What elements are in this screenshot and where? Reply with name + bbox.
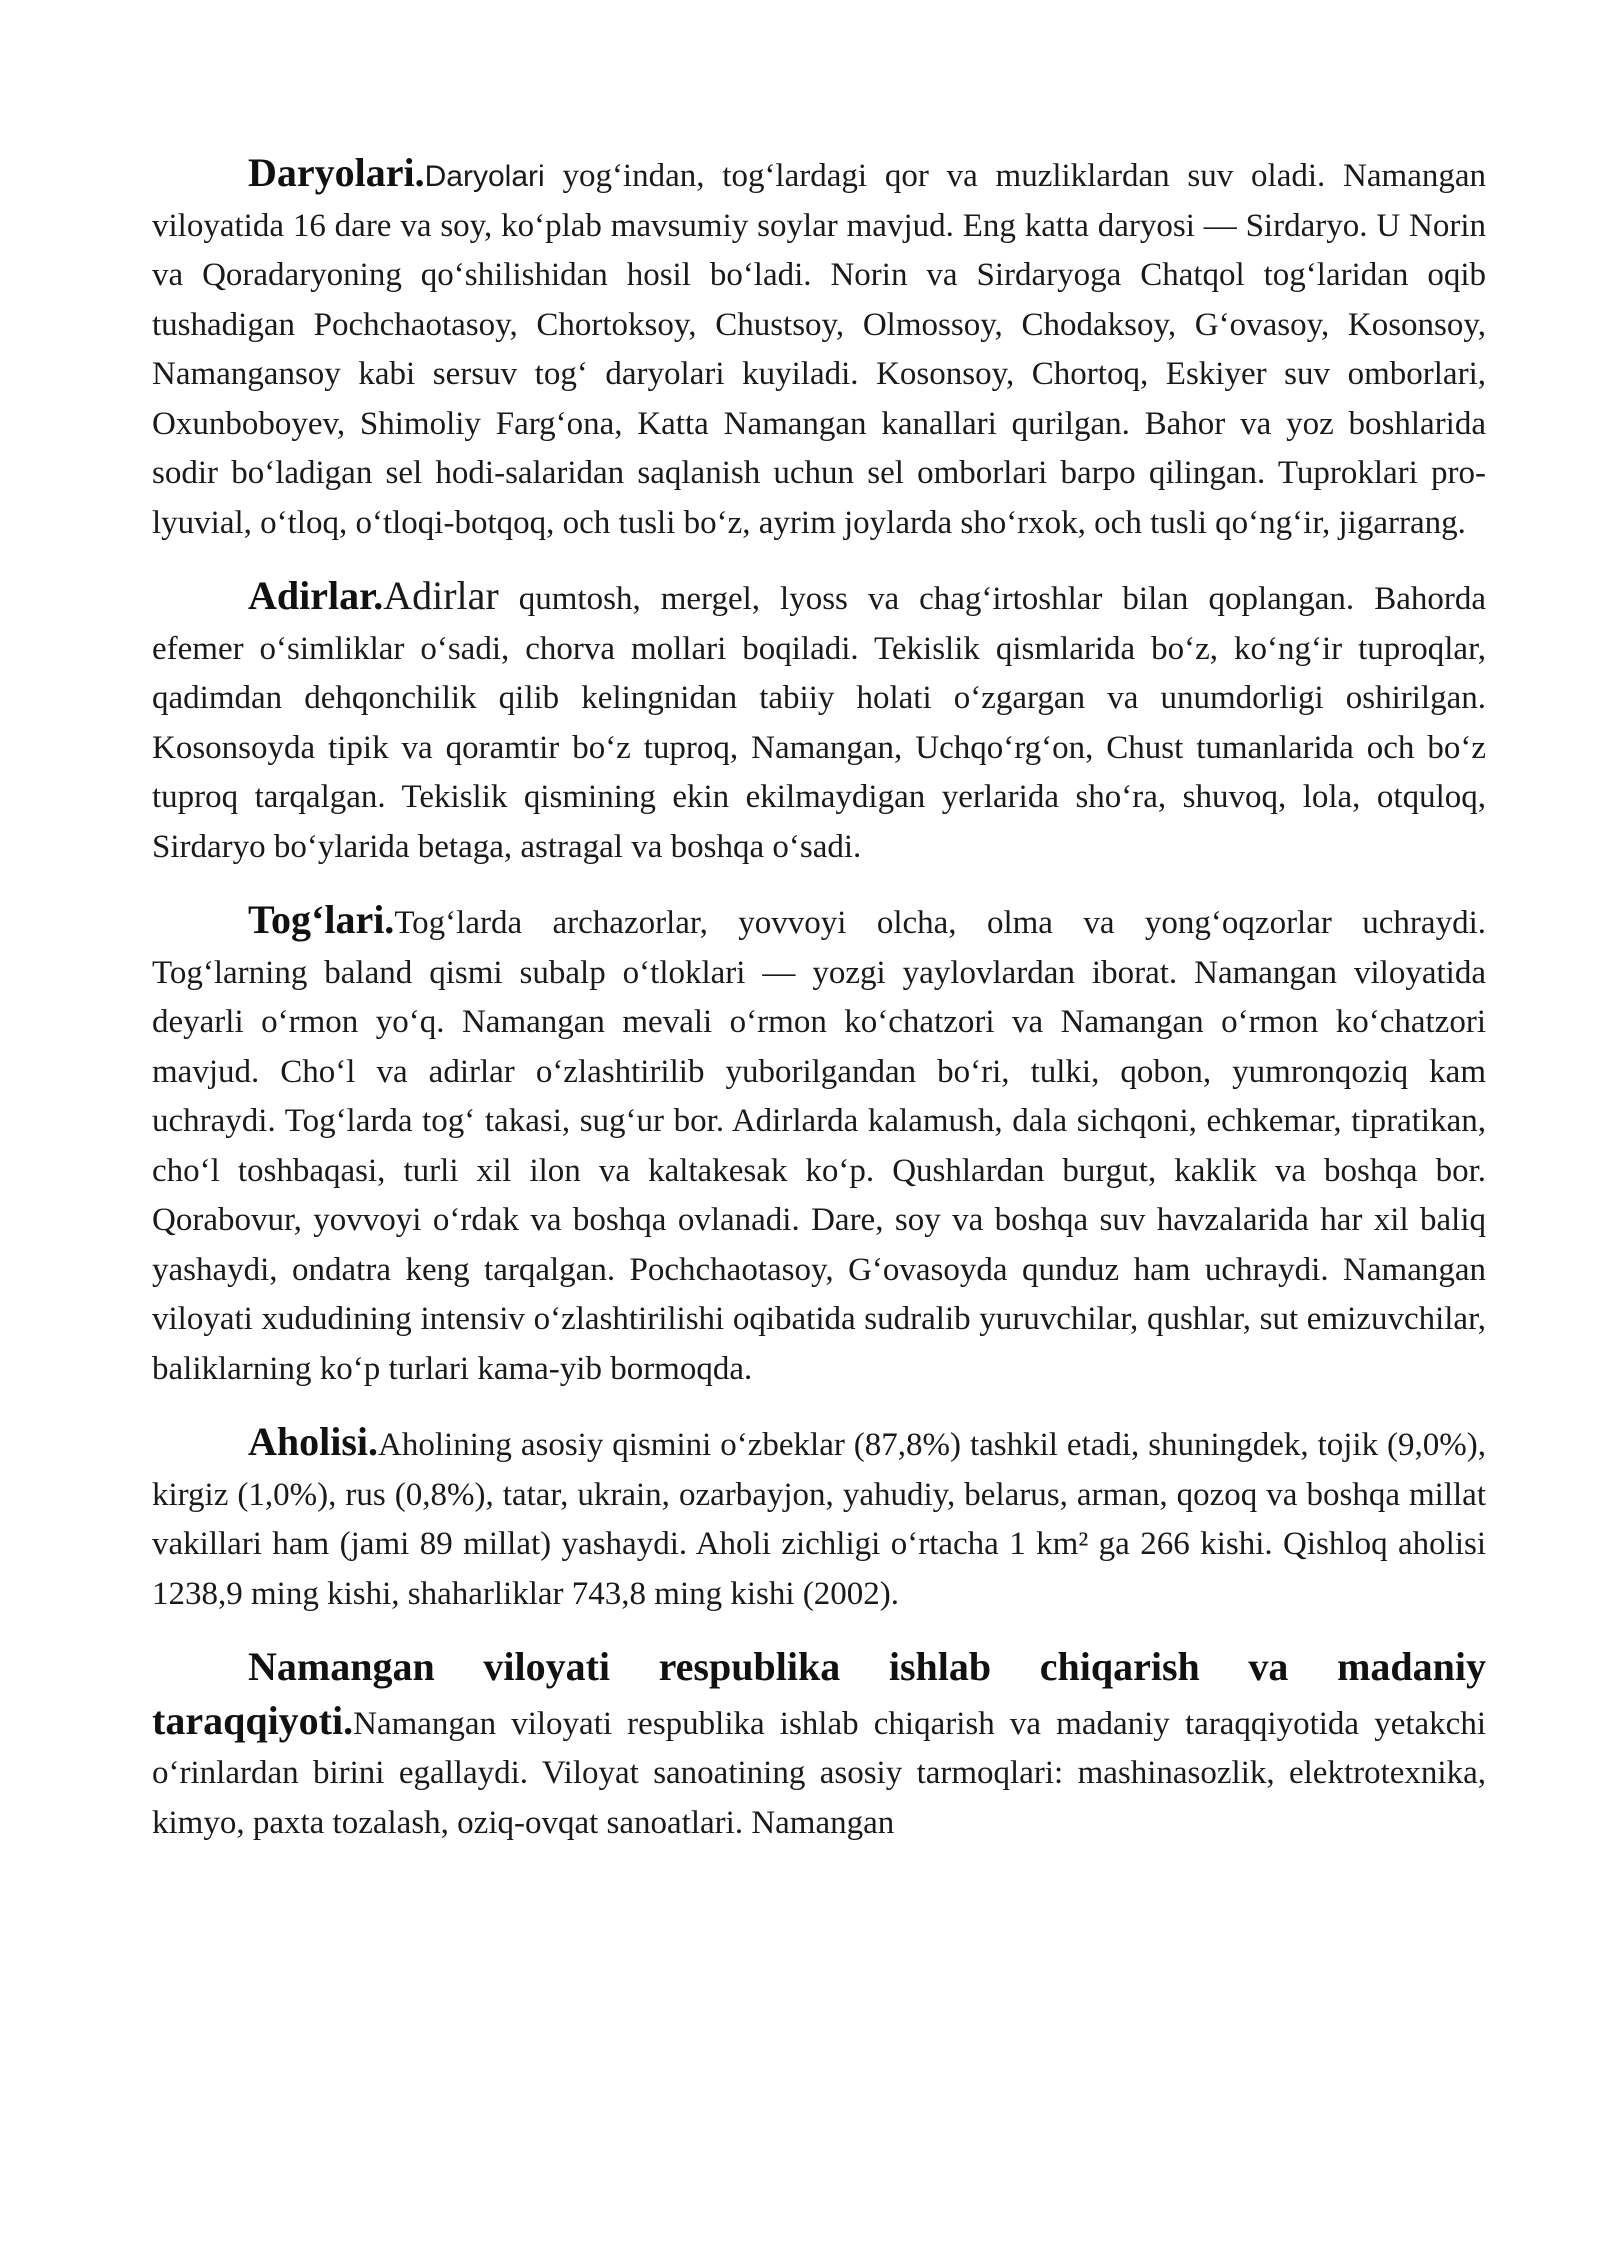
document-page xyxy=(152,148,1486,1871)
section-lead-word: Daryolari xyxy=(424,160,545,193)
section-body: yog‘indan, tog‘lardagi qor va muzliklardan suv oladi. Namangan viloyatida 16 dare va soy, ko‘plab mavsumiy soylar mavjud. Eng katta daryosi — Sirdaryo. U Norin va Qoradaryoning qo‘shilishidan hosil bo‘ladi. Norin va Sirdaryoga Chatqol tog‘laridan oqib tushadigan Pochchaotasoy, Chortoksoy, Chustsoy, Olmossoy, Chodaksoy, G‘ovasoy, Kosonsoy, Namangansoy kabi sersuv tog‘ daryolari kuyiladi. Kosonsoy, Chortoq, Eskiyer suv omborlari, Oxunboboyev, Shimoliy Farg‘ona, Katta Namangan kanallari qurilgan. Bahor va yoz boshlarida sodir bo‘ladigan sel hodi-salaridan saqlanish uchun sel omborlari barpo qilingan. Tuproklari pro-lyuvial, o‘tloq, o‘tloqi-botqoq, och tusli bo‘z, ayrim joylarda sho‘rxok, och tusli qo‘ng‘ir, jigarrang. xyxy=(152,158,1486,541)
section-body: Aholining asosiy qismini o‘zbeklar (87,8%) tashkil etadi, shuningdek, tojik (9,0%), kirgiz (1,0%), rus (0,8%), tatar, ukrain, ozarbayjon, yahudiy, belarus, arman, qozoq va boshqa millat vakillari ham (jami 89 millat) yashaydi. Aholi zichligi o‘rtacha 1 km² ga 266 kishi. Qishloq aholisi 1238,9 ming kishi, shaharliklar 743,8 ming kishi (2002). xyxy=(152,1427,1486,1612)
section-body: Tog‘larda archazorlar, yovvoyi olcha, olma va yong‘oqzorlar uchraydi. Tog‘larning baland qismi subalp o‘tloklari — yozgi yaylovlardan iborat. Namangan viloyatida deyarli o‘rmon yo‘q. Namangan mevali o‘rmon ko‘chatzori va Namangan o‘rmon ko‘chatzori mavjud. Cho‘l va adirlar o‘zlashtirilib yuborilgandan bo‘ri, tulki, qobon, yumronqoziq kam uchraydi. Tog‘larda tog‘ takasi, sug‘ur bor. Adirlarda kalamush, dala sichqoni, echkemar, tipratikan, cho‘l toshbaqasi, turli xil ilon va kaltakesak ko‘p. Qushlardan burgut, kaklik va boshqa bor. Qorabovur, yovvoyi o‘rdak va boshqa ovlanadi. Dare, soy va boshqa suv havzalarida har xil baliq yashaydi, ondatra keng tarqalgan. Pochchaotasoy, G‘ovasoyda qunduz ham uchraydi. Namangan viloyati xududining intensiv o‘zlashtirilishi oqibatida sudralib yuruvchilar, qushlar, sut emizuvchilar, baliklarning ko‘p turlari kama-yib bormoqda. xyxy=(152,905,1486,1387)
section-body: qumtosh, mergel, lyoss va chag‘irtoshlar bilan qoplangan. Bahorda efemer o‘simliklar o‘sadi, chorva mollari boqiladi. Tekislik qismlarida bo‘z, ko‘ng‘ir tuproqlar, qadimdan dehqonchilik qilib kelingnidan tabiiy holati o‘zgargan va unumdorligi oshirilgan. Kosonsoyda tipik va qoramtir bo‘z tuproq, Namangan, Uchqo‘rg‘on, Chust tumanlarida och bo‘z tuproq tarqalgan. Tekislik qismining ekin ekilmaydigan yerlarida sho‘ra, shuvoq, lola, otquloq, Sirdaryo bo‘ylarida betaga, astragal va boshqa o‘sadi. xyxy=(152,581,1486,865)
mountains-paragraph xyxy=(152,895,1486,1394)
hills-paragraph xyxy=(152,571,1486,872)
section-heading: Aholisi. xyxy=(248,1419,379,1464)
rivers-paragraph xyxy=(152,148,1486,548)
population-paragraph xyxy=(152,1417,1486,1619)
section-heading: Adirlar. xyxy=(248,573,384,618)
section-lead-word: Adirlar xyxy=(383,573,499,618)
section-heading: Namangan viloyati respublika ishlab chiqarish va madaniy taraqqiyoti. xyxy=(152,1644,1486,1743)
section-body: Namangan viloyati respublika ishlab chiqarish va madaniy taraqqiyotida yetakchi o‘rinlardan birini egallaydi. Viloyat sanoatining asosiy tarmoqlari: mashinasozlik, elektrotexnika, kimyo, paxta tozalash, oziq-ovqat sanoatlari. Namangan xyxy=(152,1705,1486,1841)
development-paragraph xyxy=(152,1642,1486,1848)
section-heading: Tog‘lari. xyxy=(248,897,395,942)
section-heading: Daryolari. xyxy=(248,150,425,195)
